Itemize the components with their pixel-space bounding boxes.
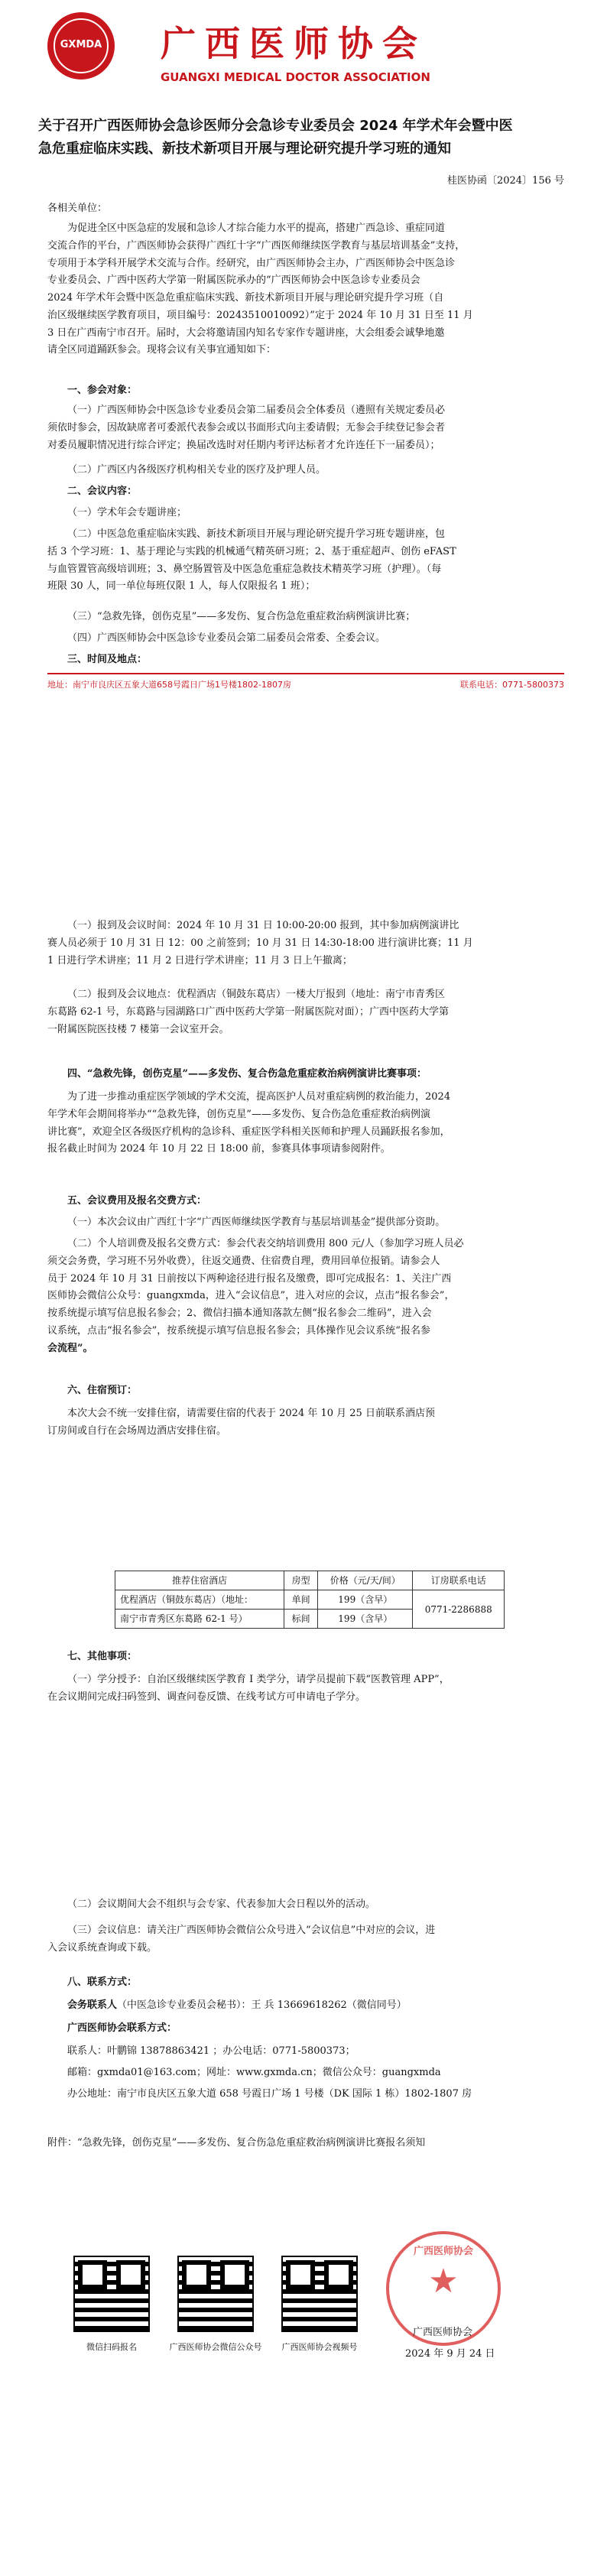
qr-caption: 微信扫码报名: [86, 2342, 137, 2352]
section-7-item-3: （三）会议信息：请关注广西医师协会微信公众号进入“会议信息”中对应的会议，进 入会议系统查询或下载。: [47, 1925, 436, 1954]
section-2-heading: 二、会议内容：: [67, 486, 138, 497]
org-name-cn: 广西医师协会: [161, 23, 427, 64]
office-address-line: 办公地址：南宁市良庆区五象大道 658 号霞日广场 1 号楼（DK 国际 1 栋）1802-1807 房: [67, 2088, 472, 2100]
section-2-item-4: （四）广西医师协会中医急诊专业委员会第二届委员会常委、全委会议。: [67, 632, 386, 644]
page-footer: [47, 677, 564, 692]
attachment-note: 附件：“急救先锋，创伤克星”——多发伤、复合伤急危重症救治病例演讲比赛报名须知: [47, 2137, 426, 2149]
section-2-item-3: （三）“急救先锋，创伤克星”——多发伤、复合伤急危重症救治病例演讲比赛；: [67, 611, 416, 622]
section-1-item-2: （二）广西区内各级医疗机构相关专业的医疗及护理人员。: [67, 464, 326, 476]
section-2-item-1: （一）学术年会专题讲座；: [67, 507, 187, 518]
wechat-account-qr-icon[interactable]: [177, 2256, 254, 2332]
section-3-item-1: （一）报到及会议时间：2024 年 10 月 31 日 10:00-20:00 报到，其中参加病例演讲比 赛人员必须于 10 月 31 日 12：00 之前签到；10 月 31 日 14:30-18:00 进行演讲比赛；11 月 1 日进行学术讲座；11 月 2 日进行学术讲座；11 月 3 日上午撤离；: [47, 920, 473, 966]
meeting-contact: 会务联系人（中医急诊专业委员会秘书）：王 兵 13669618262（微信同号）: [67, 1999, 407, 2011]
seal-text: 广西医师协会: [413, 2246, 473, 2257]
intro-paragraph: 为促进全区中医急症的发展和急诊人才综合能力水平的提高，搭建广西急诊、重症同道 交流合作的平台，广西医师协会获得广西红十字“广西医师继续医学教育与基层培训基金”支持， 专项用于本学科开展学术交流与合作。经研究，由广西医师协会主办，广西医师协会中医急诊 专业委员会、广西中医药大学第一附属医院承办的“广西医师协会中医急诊专业委员会 2024 年学术年会暨中医急危重症临床实践、新技术新项目开展与理论研究提升学习班（自 治区级继续医学教育项目，项目编号：20243510010092）”定于 2024 年 10 月 31 日至 11 月 3 日在广西南宁市召开。届时，大会将邀请国内知名专家作专题讲座，大会组委会诚挚地邀 请全区同道踊跃参会。现将会议有关事宜通知如下：: [47, 223, 473, 356]
association-contact-heading: 广西医师协会联系方式：: [67, 2022, 177, 2034]
qr-caption: 广西医师协会视频号: [281, 2342, 358, 2352]
hotel-table: [115, 1571, 505, 1629]
footer-phone: 联系电话：0771-5800373: [460, 680, 564, 690]
org-name-en: GUANGXI MEDICAL DOCTOR ASSOCIATION: [161, 70, 430, 84]
section-5-heading: 五、会议费用及报名交费方式：: [67, 1195, 207, 1207]
page-divider: [47, 673, 564, 674]
document-number: 桂医协函〔2024〕156 号: [446, 175, 564, 187]
section-6-body: 本次大会不统一安排住宿，请需要住宿的代表于 2024 年 10 月 25 日前联系酒店预 订房间或自行在会场周边酒店安排住宿。: [47, 1408, 435, 1437]
notice-title: 关于召开广西医师协会急诊医师分会急诊专业委员会 2024 年学术年会暨中医 急危重症临床实践、新技术新项目开展与理论研究提升学习班的通知: [38, 118, 513, 157]
section-5-item-2: （二）个人培训费及报名交费方式：参会代表交纳培训费用 800 元/人（参加学习班人员必 须交会务费，学习班不另外收费），往返交通费、住宿费自理，费用回单位报销。请参会人 员于 2024 年 10 月 31 日前按以下两种途径进行报名及缴费，即可完成报名：1、关注广西 医师协会微信公众号：guangxmda，进入“会议信息”，进入对应的会议，点击“报名参会”， 按系统提示填写信息报名参会；2、微信扫描本通知落款左侧“报名参会二维码”，进入会 议系统，点击“报名参会”，按系统提示填写信息报名参会；具体操作见会议系统“报名参 会流程”。: [47, 1238, 464, 1354]
section-5-item-1: （一）本次会议由广西红十字“广西医师继续医学教育与基层培训基金”提供部分资助。: [67, 1217, 446, 1228]
footer-address: 地址：南宁市良庆区五象大道658号霞日广场1号楼1802-1807房: [47, 680, 291, 690]
table-row: 优程酒店（铜鼓东葛店）（地址： 单间 199（含早） 0771-2286888: [115, 1590, 505, 1610]
section-7-item-1: （一）学分授予：自治区级继续医学教育 I 类学分，请学员提前下载“医教管理 APP”， 在会议期间完成扫码签到、调查问卷反馈、在线考试方可申请电子学分。: [47, 1674, 450, 1703]
registration-qr-icon[interactable]: [73, 2256, 150, 2332]
section-7-heading: 七、其他事项：: [67, 1651, 138, 1662]
hotel-phone: 0771-2286888: [413, 1590, 505, 1629]
section-7-item-2: （二）会议期间大会不组织与会专家、代表参加大会日程以外的活动。: [67, 1899, 376, 1910]
table-header-row: 推荐住宿酒店 房型 价格（元/天/间） 订房联系电话: [115, 1571, 505, 1590]
letterhead: [0, 0, 607, 99]
section-3-heading: 三、时间及地点：: [67, 654, 148, 665]
association-logo-icon: [47, 12, 115, 80]
signature-date: 2024 年 9 月 24 日: [405, 2348, 495, 2360]
section-4-heading: 四、“急救先锋，创伤克星”——多发伤、复合伤急危重症救治病例演讲比赛事项：: [67, 1068, 427, 1080]
official-seal-icon: 广西医师协会 ★: [386, 2231, 501, 2346]
contact-person-line: 联系人：叶鹏锦 13878863421 ；办公电话：0771-5800373；: [67, 2045, 355, 2057]
section-2-item-2: （二）中医急危重症临床实践、新技术新项目开展与理论研究提升学习班专题讲座，包 括 3 个学习班：1、基于理论与实践的机械通气精英研习班；2、基于重症超声、创伤 eFAST 与血管置管高级培训班；3、鼻空肠置管及中医急危重症急救技术精英学习班（护理）。（每 班限 30 人，同一单位每班仅限 1 人，每人仅限报名 1 班）；: [47, 528, 456, 593]
section-1-heading: 一、参会对象：: [67, 385, 138, 396]
video-account-qr-icon[interactable]: [281, 2256, 358, 2332]
table-row: 南宁市青秀区东葛路 62-1 号） 标间 199（含早）: [115, 1610, 505, 1629]
section-1-item-1: （一）广西医师协会中医急诊专业委员会第二届委员会全体委员（遴照有关规定委员必 须依时参会，因故缺席者可委派代表参会或以书面形式向主委请假；无参会手续登记参会者 对委员履职情况进行综合评定；换届改选时对任期内考评达标者才允许连任下一届委员）；: [47, 404, 446, 451]
qr-caption: 广西医师协会微信公众号: [169, 2342, 262, 2352]
section-6-heading: 六、住宿预订：: [67, 1385, 138, 1396]
logo-mark: GXMDA: [60, 39, 102, 50]
email-web-line: 邮箱：gxmda01@163.com；网址：www.gxmda.cn；微信公众号：guangxmda: [67, 2067, 441, 2078]
section-4-body: 为了进一步推动重症医学领域的学术交流，提高医护人员对重症病例的救治能力，2024 年学术年会期间将举办““急救先锋，创伤克星”——多发伤、复合伤急危重症救治病例演 讲比赛”，欢迎全区各级医疗机构的急诊科、重症医学科相关医师和护理人员踊跃报名参加， 报名截止时间为 2024 年 10 月 22 日 18:00 前，参赛具体事项请参阅附件。: [47, 1091, 451, 1155]
signature-org: 广西医师协会: [413, 2327, 473, 2338]
section-8-heading: 八、联系方式：: [67, 1977, 138, 1988]
salutation: 各相关单位：: [47, 203, 108, 214]
section-3-item-2: （二）报到及会议地点：优程酒店（铜鼓东葛店）一楼大厅报到（地址：南宁市青秀区 东葛路 62-1 号，东葛路与园湖路口广西中医药大学第一附属医院对面）；广西中医药大学第 一附属医院医技楼 7 楼第一会议室开会。: [47, 989, 449, 1035]
